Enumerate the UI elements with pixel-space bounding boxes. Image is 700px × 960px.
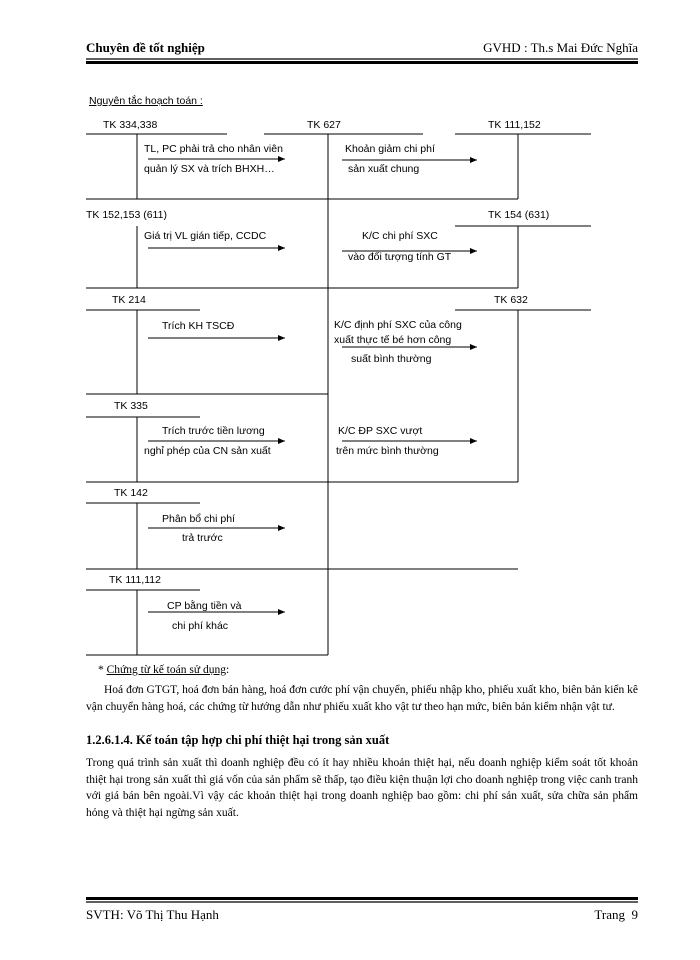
account-tk152-153: TK 152,153 (611) <box>86 209 167 221</box>
section-heading: 1.2.6.1.4. Kế toán tập hợp chi phí thiệt hại trong sản xuất <box>86 733 390 747</box>
footer-page-label: Trang <box>594 907 625 922</box>
vouchers-title: Chứng từ kế toán sử dụng <box>106 664 226 676</box>
entry-prepaid-line2: trả trước <box>182 532 223 544</box>
account-tk111-112: TK 111,112 <box>109 574 161 586</box>
entry-reduction-line2: sản xuất chung <box>348 163 420 175</box>
header-title: Chuyên đề tốt nghiệp <box>86 40 205 55</box>
entry-prepaid-line1: Phân bổ chi phí <box>162 513 235 525</box>
account-tk214: TK 214 <box>112 294 146 306</box>
account-tk142: TK 142 <box>114 487 148 499</box>
account-tk632: TK 632 <box>494 294 528 306</box>
account-tk154: TK 154 (631) <box>488 209 550 221</box>
entry-salary-line1: TL, PC phải trả cho nhân viên <box>144 143 283 155</box>
account-tk627: TK 627 <box>307 119 341 131</box>
entry-fixed-line2: xuất thực tế bé hơn công <box>334 334 452 346</box>
footer-page-number: 9 <box>631 907 638 922</box>
entry-cash-line2: chi phí khác <box>172 620 229 632</box>
entry-transfer-line2: vào đối tượng tính GT <box>348 251 452 263</box>
account-tk334: TK 334,338 <box>103 119 158 131</box>
header-advisor: GVHD : Th.s Mai Đức Nghĩa <box>483 40 638 55</box>
entry-cash-line1: CP bằng tiền và <box>167 600 242 612</box>
account-tk111-152: TK 111,152 <box>488 119 541 131</box>
entry-accrual-line1: Trích trước tiền lương <box>162 425 265 437</box>
entry-transfer-line1: K/C chi phí SXC <box>362 230 438 242</box>
entry-fixed-line3: suất bình thường <box>351 353 432 365</box>
vouchers-bullet: * <box>98 664 104 676</box>
entry-accrual-line2: nghỉ phép của CN sản xuất <box>144 445 271 457</box>
footer-page <box>594 907 638 923</box>
entry-excess-line2: trên mức bình thường <box>336 445 439 457</box>
diagram-heading: Nguyên tắc hoạch toán : <box>89 95 203 107</box>
entry-materials: Giá trị VL gián tiếp, CCDC <box>144 230 267 242</box>
section-text: Trong quá trình sản xuất thì doanh nghiệp đều có ít hay nhiều khoản thiệt hại, nếu doanh nghiệp kiểm soát tốt khoản thiệt hại trong sản xuất thì giá vốn của sản phẩm sẽ thấp, tạo điều kiện thuận lợi cho doanh nghiệp trong việc canh tranh với giá bán bên ngoài.Vì vậy các khoản thiệt hại trong doanh nghiệp bao gồm: chi phí sản xuất, sửa chữa sản phẩm hỏng và thiệt hại ngừng sản xuất. <box>86 757 638 819</box>
vouchers-text: Hoá đơn GTGT, hoá đơn bán hàng, hoá đơn cước phí vận chuyển, phiếu nhập kho, phiếu xuất kho, biên bản kiển kê vận chuyển hàng hoá, các chứng từ hướng dẫn như phiếu xuất kho vật tư theo hạn mức, biên bản kiểm nhận vật tư. <box>86 684 638 713</box>
entry-reduction-line1: Khoản giảm chi phí <box>345 143 435 155</box>
entry-excess-line1: K/C ĐP SXC vượt <box>338 425 423 437</box>
vouchers-heading <box>98 664 229 676</box>
entry-depreciation: Trích KH TSCĐ <box>162 320 235 332</box>
entry-salary-line2: quản lý SX và trích BHXH… <box>144 163 275 175</box>
entry-fixed-line1: K/C định phí SXC của công <box>334 319 462 331</box>
vouchers-colon: : <box>225 664 230 676</box>
account-tk335: TK 335 <box>114 400 148 412</box>
footer-author: SVTH: Võ Thị Thu Hạnh <box>86 907 219 922</box>
